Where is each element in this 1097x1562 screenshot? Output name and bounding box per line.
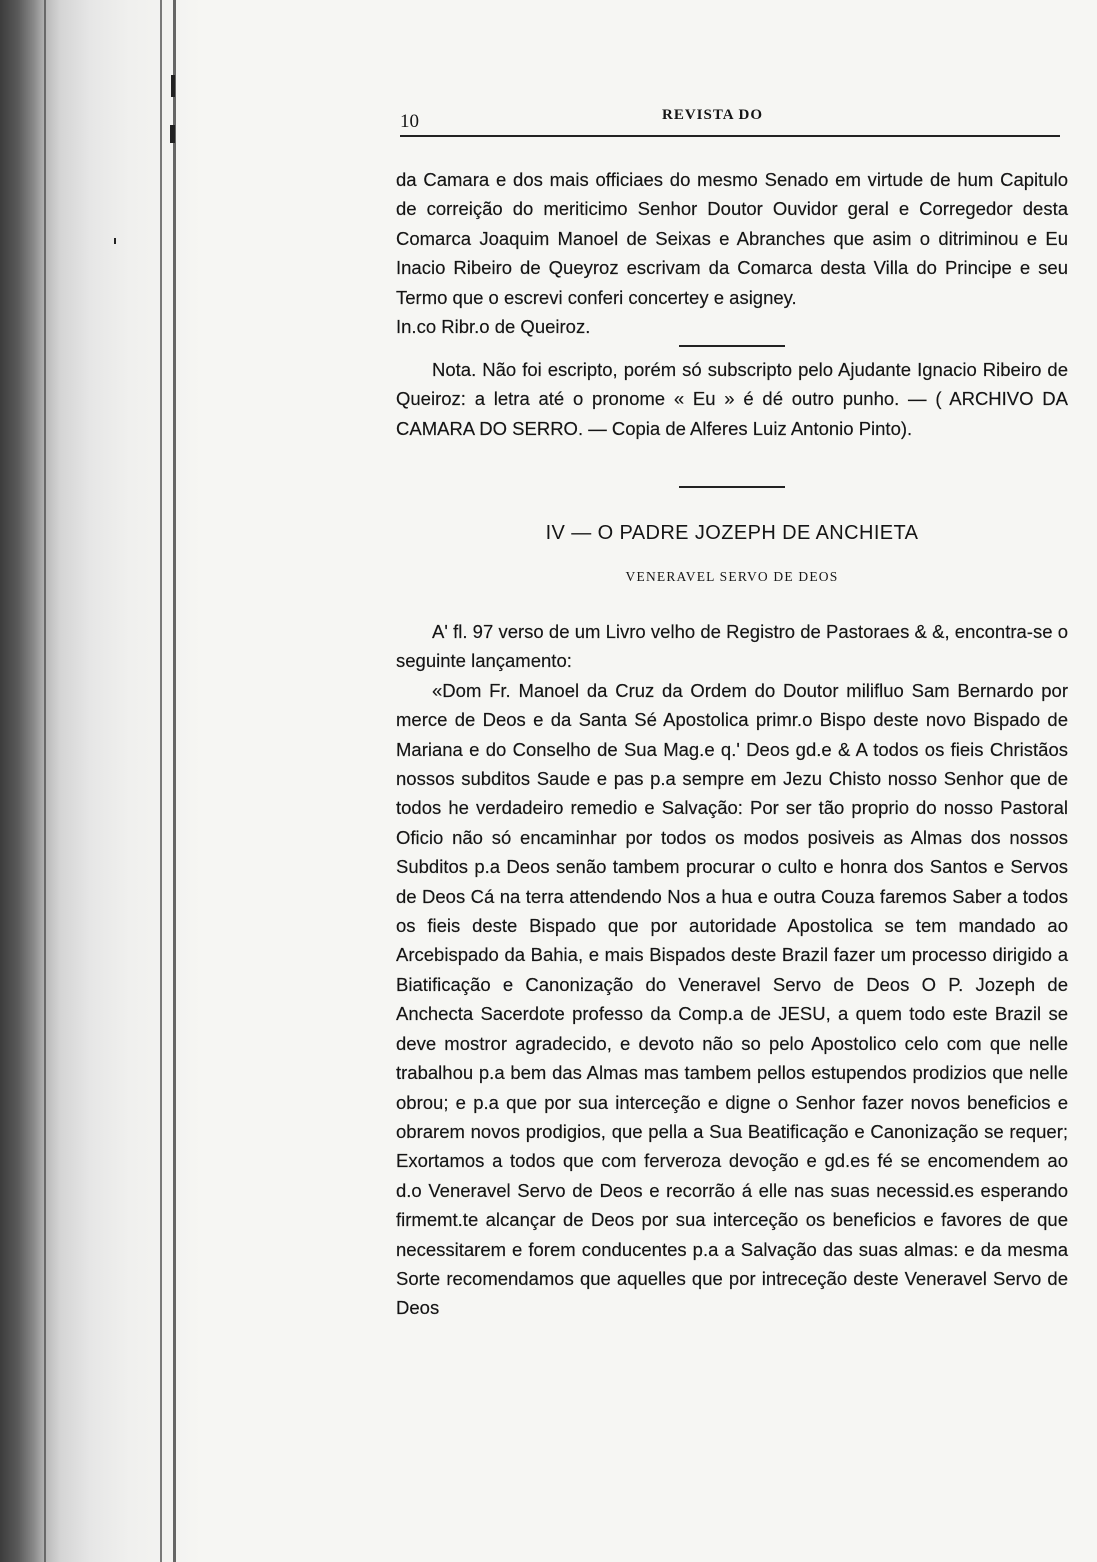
gutter-edge-line	[160, 0, 162, 1562]
page-number: 10	[400, 111, 419, 132]
separator-rule	[679, 345, 785, 347]
scan-speck	[171, 75, 175, 97]
page-header	[400, 103, 1060, 139]
note-text: Nota. Não foi escripto, porém só subscripto pelo Ajudante Ignacio Ribeiro de Queiroz: a letra até o pronome « Eu » é dé outro punho. — ( ARCHIVO DA CAMARA DO SERRO. — Copia de Alferes Luiz Antonio Pinto).	[396, 359, 1068, 439]
section-body	[396, 617, 1068, 1323]
header-rule	[400, 135, 1060, 137]
intro-paragraph: A' fl. 97 verso de um Livro velho de Registro de Pastoraes & &, encontra-se o seguinte lançamento:	[396, 621, 1068, 672]
continuation-text: da Camara e dos mais officiaes do mesmo Senado em virtude de hum Capitulo de correição do meriticimo Senhor Doutor Ouvidor geral e Corregedor desta Comarca Joaquim Manoel de Seixas e Abranches que asim o ditriminou e Eu Inacio Ribeiro de Queyroz escrivam da Comarca desta Villa do Principe e seu Termo que o escrevi conferi concertey e asigney.	[396, 169, 1068, 308]
gutter-edge-line	[173, 0, 176, 1562]
gutter-edge-line	[44, 0, 46, 1562]
scan-speck	[170, 125, 175, 143]
section-title: IV — O PADRE JOZEPH DE ANCHIETA	[545, 522, 919, 544]
book-gutter-shadow	[0, 0, 205, 1562]
continuation-paragraph	[396, 165, 1068, 341]
pastoral-letter-paragraph: «Dom Fr. Manoel da Cruz da Ordem do Doutor milifluo Sam Bernardo por merce de Deos e da Santa Sé Apostolica primr.o Bispo deste novo Bispado de Mariana e do Conselho de Sua Mag.e q.' Deos gd.e & A todos os fieis Christãos nossos subditos Saude e pas p.a sempre em Jezu Chisto nosso Senhor que de todos he verdadeiro remedio e Salvação: Por ser tão proprio do nosso Pastoral Oficio não só encaminhar por todos os modos posiveis as Almas dos nossos Subditos p.a Deos senão tambem procurar o culto e honra dos Santos e Servos de Deos Cá na terra attendendo Nos a hua e outra Couza faremos Saber a todos os fieis deste Bispado que por autoridade Apostolica se tem mandado ao Arcebispado da Bahia, e mais Bispados deste Brazil fazer um processo dirigido a Biatificação e Canonização do Veneravel Servo de Deos O P. Jozeph de Anchecta Sacerdote professo da Comp.a de JESU, a quem todo este Brazil se deve mostror agradecido, e devoto não so pelo Apostolico celo com que nelle trabalhou p.a bem das Almas mas tambem pellos estupendos prodizios que nelle obrou; e p.a que por sua interceção e digne o Senhor fazer novos beneficios e obrarem novos prodigios, que pella a Sua Beatificação e Canonização se requer; Exortamos a todos que com ferveroza devoção e gd.es fé se encomendem ao d.o Veneravel Servo de Deos e recorrão á elle nas suas necessid.es esperando firmemt.te alcançar de Deos por sua interceção os beneficios e favores de que necessitarem e forem conducentes p.a a Salvação das suas almas: e da mesma Sorte recomendamos que aquelles que por intreceção deste Veneravel Servo de Deos	[396, 679, 1068, 1319]
note-paragraph	[396, 355, 1068, 443]
running-title: REVISTA DO	[662, 107, 763, 123]
scan-speck	[114, 238, 116, 244]
section-subtitle: VENERAVEL SERVO DE DEOS	[625, 569, 839, 584]
signature-line: In.co Ribr.o de Queiroz.	[396, 316, 591, 338]
separator-rule	[679, 486, 785, 488]
